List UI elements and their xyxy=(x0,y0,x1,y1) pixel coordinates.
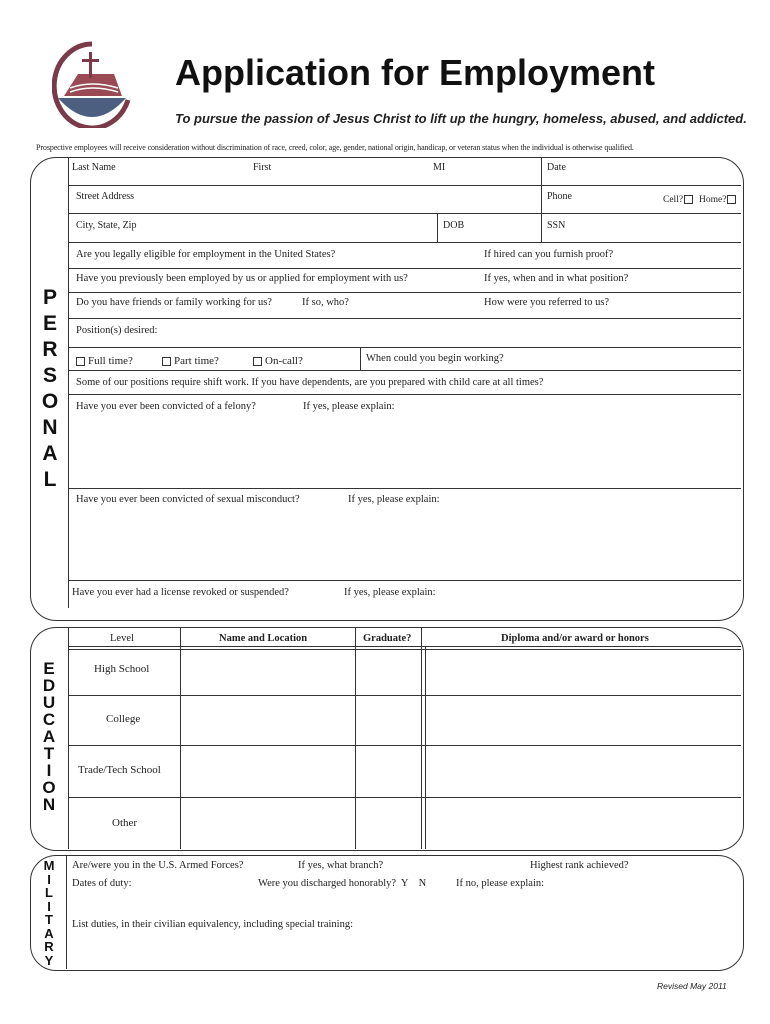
level-college: College xyxy=(106,713,141,725)
on-call-checkbox[interactable]: On-call? xyxy=(253,355,303,367)
full-time-checkbox[interactable]: Full time? xyxy=(76,355,133,367)
armed-forces-question[interactable]: Are/were you in the U.S. Armed Forces? xyxy=(72,860,244,871)
ssn-field[interactable]: SSN xyxy=(547,220,566,231)
date-field[interactable]: Date xyxy=(547,162,566,173)
eligible-question[interactable]: Are you legally eligible for employment in the United States? xyxy=(76,249,336,260)
rank-field[interactable]: Highest rank achieved? xyxy=(530,860,629,871)
license-question[interactable]: Have you ever had a license revoked or suspended? xyxy=(72,587,289,598)
positions-desired-field[interactable]: Position(s) desired: xyxy=(76,325,158,336)
discrimination-notice: Prospective employees will receive consideration without discrimination of race, creed, color, age, gender, national origin, handicap, or veteran status when the individual is otherwise qualified. xyxy=(36,143,634,152)
page-title: Application for Employment xyxy=(175,52,656,93)
street-address-field[interactable]: Street Address xyxy=(76,191,135,202)
referred-question[interactable]: How were you referred to us? xyxy=(484,297,610,308)
proof-question[interactable]: If hired can you furnish proof? xyxy=(484,249,614,260)
felony-question[interactable]: Have you ever been convicted of a felony? xyxy=(76,401,256,412)
previous-employment-question[interactable]: Have you previously been employed by us or applied for employment with us? xyxy=(76,273,408,284)
branch-field[interactable]: If yes, what branch? xyxy=(298,860,384,871)
felony-explain-field[interactable]: If yes, please explain: xyxy=(303,401,395,412)
church-ark-logo-icon xyxy=(52,40,132,128)
level-high-school: High School xyxy=(94,663,150,675)
discharged-question[interactable]: Were you discharged honorably? Y N xyxy=(258,878,427,889)
first-name-field[interactable]: First xyxy=(253,162,272,173)
begin-working-field[interactable]: When could you begin working? xyxy=(366,353,504,364)
duties-field[interactable]: List duties, in their civilian equivalency, including special training: xyxy=(72,919,353,930)
military-section-label: M I L I T A R Y xyxy=(43,858,55,968)
shift-work-question[interactable]: Some of our positions require shift work. If you have dependents, are you prepared with child care at all times? xyxy=(76,377,544,388)
education-section xyxy=(30,627,744,851)
when-position-question[interactable]: If yes, when and in what position? xyxy=(484,273,629,284)
home-checkbox[interactable]: Home? xyxy=(699,195,739,205)
name-location-header: Name and Location xyxy=(219,633,308,644)
sexual-misconduct-explain-field[interactable]: If yes, please explain: xyxy=(348,494,440,505)
sexual-misconduct-question[interactable]: Have you ever been convicted of sexual misconduct? xyxy=(76,494,300,505)
mi-field[interactable]: MI xyxy=(433,162,446,173)
diploma-header: Diploma and/or award or honors xyxy=(501,633,649,644)
friends-family-question[interactable]: Do you have friends or family working for us? xyxy=(76,297,272,308)
no-explain-field[interactable]: If no, please explain: xyxy=(456,878,545,889)
dates-of-duty-field[interactable]: Dates of duty: xyxy=(72,878,132,889)
dob-field[interactable]: DOB xyxy=(443,220,465,231)
last-name-field[interactable]: Last Name xyxy=(72,162,116,173)
education-section-label: E D U C A T I O N xyxy=(42,659,56,814)
personal-section-label: P E R S O N A L xyxy=(41,286,59,491)
cell-checkbox[interactable]: Cell? xyxy=(663,195,696,205)
personal-section xyxy=(30,157,744,621)
city-state-zip-field[interactable]: City, State, Zip xyxy=(76,220,137,231)
phone-field[interactable]: Phone xyxy=(547,191,572,202)
who-question[interactable]: If so, who? xyxy=(302,297,349,308)
level-other: Other xyxy=(112,817,138,829)
level-trade-tech: Trade/Tech School xyxy=(78,764,161,776)
logo xyxy=(52,40,132,128)
revised-date: Revised May 2011 xyxy=(657,981,727,991)
level-header: Level xyxy=(110,633,134,644)
license-explain-field[interactable]: If yes, please explain: xyxy=(344,587,436,598)
military-section xyxy=(30,855,744,971)
part-time-checkbox[interactable]: Part time? xyxy=(162,355,219,367)
graduate-header: Graduate? xyxy=(363,633,412,644)
page-subtitle: To pursue the passion of Jesus Christ to lift up the hungry, homeless, abused, and addicted. xyxy=(175,111,747,126)
